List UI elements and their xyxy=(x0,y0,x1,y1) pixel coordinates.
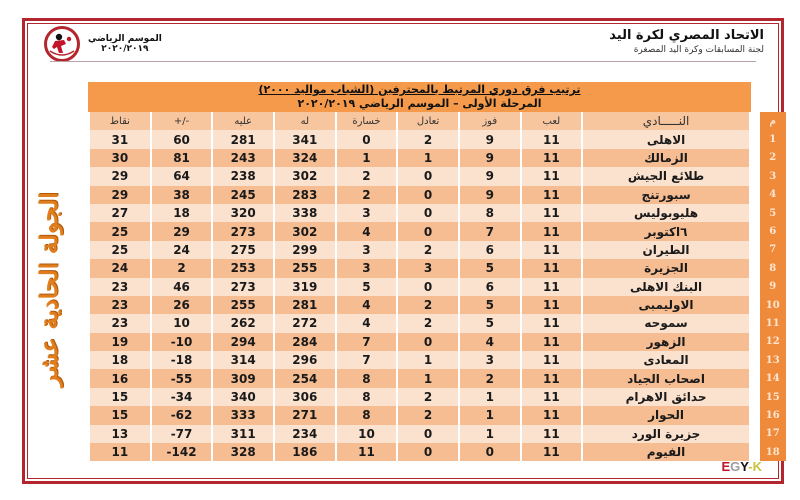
table-row xyxy=(90,443,786,461)
table-row xyxy=(90,333,786,351)
cell-drawn: 0 xyxy=(398,204,458,222)
cell-goal-diff: 2 xyxy=(152,259,212,277)
cell-drawn: 3 xyxy=(398,259,458,277)
watermark-g: G xyxy=(730,459,741,474)
watermark-y: Y xyxy=(740,459,749,474)
cell-goals-for: 186 xyxy=(275,443,335,461)
table-row xyxy=(90,241,786,259)
col-gap xyxy=(751,149,758,167)
cell-played: 11 xyxy=(522,443,582,461)
cell-won: 9 xyxy=(460,167,520,185)
watermark-e: E xyxy=(721,459,731,474)
cell-goal-diff: 24 xyxy=(152,241,212,259)
table-row xyxy=(90,425,786,443)
col-gap xyxy=(751,296,758,314)
cell-points: 23 xyxy=(90,296,150,314)
cell-goals-for: 271 xyxy=(275,406,335,424)
cell-goals-against: 328 xyxy=(213,443,273,461)
cell-played: 11 xyxy=(522,351,582,369)
cell-goals-against: 243 xyxy=(213,149,273,167)
watermark-dash: - xyxy=(748,459,753,474)
cell-points: 25 xyxy=(90,241,150,259)
cell-goals-against: 281 xyxy=(213,130,273,148)
cell-goal-diff: -18 xyxy=(152,351,212,369)
cell-goal-diff: 18 xyxy=(152,204,212,222)
table-row xyxy=(90,314,786,332)
standings-table xyxy=(88,112,788,461)
cell-goals-against: 273 xyxy=(213,278,273,296)
table-row xyxy=(90,167,786,185)
cell-drawn: 2 xyxy=(398,406,458,424)
cell-played: 11 xyxy=(522,167,582,185)
cell-lost: 4 xyxy=(337,222,397,240)
cell-goals-for: 255 xyxy=(275,259,335,277)
cell-played: 11 xyxy=(522,241,582,259)
cell-won: 4 xyxy=(460,333,520,351)
cell-club: الزهور xyxy=(583,333,749,351)
cell-rank: 3 xyxy=(760,167,787,185)
cell-rank: 2 xyxy=(760,149,787,167)
cell-points: 31 xyxy=(90,130,150,148)
cell-rank: 1 xyxy=(760,130,787,148)
cell-played: 11 xyxy=(522,149,582,167)
watermark-k: K xyxy=(752,459,762,474)
cell-goal-diff: -142 xyxy=(152,443,212,461)
cell-rank: 12 xyxy=(760,333,787,351)
col-gap xyxy=(751,112,758,130)
cell-goal-diff: 29 xyxy=(152,222,212,240)
cell-club: الاهلى xyxy=(583,130,749,148)
cell-points: 29 xyxy=(90,167,150,185)
cell-goal-diff: 81 xyxy=(152,149,212,167)
cell-played: 11 xyxy=(522,278,582,296)
table-row xyxy=(90,388,786,406)
cell-club: اصحاب الجياد xyxy=(583,369,749,387)
cell-goal-diff: -55 xyxy=(152,369,212,387)
cell-goals-against: 253 xyxy=(213,259,273,277)
cell-goals-against: 245 xyxy=(213,186,273,204)
cell-goals-against: 262 xyxy=(213,314,273,332)
col-header-lost: خسارة xyxy=(337,112,397,130)
table-row xyxy=(90,369,786,387)
col-header-won: فوز xyxy=(460,112,520,130)
col-header-goal-diff: +/- xyxy=(152,112,212,130)
cell-lost: 7 xyxy=(337,351,397,369)
cell-drawn: 2 xyxy=(398,296,458,314)
cell-played: 11 xyxy=(522,425,582,443)
cell-played: 11 xyxy=(522,296,582,314)
cell-won: 8 xyxy=(460,204,520,222)
cell-rank: 17 xyxy=(760,425,787,443)
cell-club: الحوار xyxy=(583,406,749,424)
col-gap xyxy=(751,130,758,148)
cell-goal-diff: -77 xyxy=(152,425,212,443)
cell-club: جزيرة الورد xyxy=(583,425,749,443)
season-header xyxy=(44,26,162,62)
cell-played: 11 xyxy=(522,369,582,387)
cell-lost: 7 xyxy=(337,333,397,351)
cell-goals-against: 311 xyxy=(213,425,273,443)
season-label: الموسم الرياضي xyxy=(88,34,162,44)
col-gap xyxy=(751,388,758,406)
cell-rank: 18 xyxy=(760,443,787,461)
egy-k-watermark xyxy=(722,459,763,474)
cell-drawn: 0 xyxy=(398,167,458,185)
cell-lost: 4 xyxy=(337,296,397,314)
cell-goals-against: 309 xyxy=(213,369,273,387)
cell-goals-against: 273 xyxy=(213,222,273,240)
cell-goals-for: 281 xyxy=(275,296,335,314)
cell-won: 5 xyxy=(460,296,520,314)
cell-drawn: 0 xyxy=(398,222,458,240)
cell-lost: 2 xyxy=(337,186,397,204)
cell-goals-against: 294 xyxy=(213,333,273,351)
col-gap xyxy=(751,204,758,222)
col-header-goals-against: عليه xyxy=(213,112,273,130)
col-gap xyxy=(751,425,758,443)
handball-logo-icon xyxy=(44,26,80,62)
cell-played: 11 xyxy=(522,130,582,148)
cell-points: 29 xyxy=(90,186,150,204)
cell-points: 25 xyxy=(90,222,150,240)
cell-played: 11 xyxy=(522,186,582,204)
cell-rank: 4 xyxy=(760,186,787,204)
committee-name: لجنة المسابقات وكرة اليد المصغرة xyxy=(633,45,764,55)
table-row xyxy=(90,406,786,424)
table-row xyxy=(90,149,786,167)
table-row xyxy=(90,186,786,204)
cell-points: 11 xyxy=(90,443,150,461)
cell-points: 19 xyxy=(90,333,150,351)
cell-drawn: 2 xyxy=(398,130,458,148)
cell-played: 11 xyxy=(522,259,582,277)
table-title-band xyxy=(88,82,751,112)
cell-won: 9 xyxy=(460,149,520,167)
cell-goals-for: 306 xyxy=(275,388,335,406)
cell-rank: 14 xyxy=(760,369,787,387)
cell-drawn: 1 xyxy=(398,149,458,167)
cell-lost: 4 xyxy=(337,314,397,332)
cell-goals-for: 324 xyxy=(275,149,335,167)
cell-points: 13 xyxy=(90,425,150,443)
cell-points: 23 xyxy=(90,278,150,296)
cell-won: 9 xyxy=(460,186,520,204)
cell-points: 16 xyxy=(90,369,150,387)
cell-rank: 10 xyxy=(760,296,787,314)
cell-goals-for: 296 xyxy=(275,351,335,369)
cell-club: البنك الاهلى xyxy=(583,278,749,296)
cell-points: 24 xyxy=(90,259,150,277)
cell-rank: 11 xyxy=(760,314,787,332)
cell-played: 11 xyxy=(522,204,582,222)
cell-goals-for: 254 xyxy=(275,369,335,387)
standings-body xyxy=(90,130,786,461)
cell-points: 15 xyxy=(90,406,150,424)
cell-lost: 3 xyxy=(337,241,397,259)
cell-goals-against: 238 xyxy=(213,167,273,185)
cell-lost: 1 xyxy=(337,149,397,167)
cell-goals-against: 275 xyxy=(213,241,273,259)
cell-goals-against: 255 xyxy=(213,296,273,314)
table-row xyxy=(90,351,786,369)
cell-rank: 8 xyxy=(760,259,787,277)
table-row xyxy=(90,278,786,296)
table-row xyxy=(90,296,786,314)
cell-rank: 7 xyxy=(760,241,787,259)
cell-rank: 16 xyxy=(760,406,787,424)
table-header-row xyxy=(90,112,786,130)
cell-club: الاوليمبى xyxy=(583,296,749,314)
cell-goals-for: 234 xyxy=(275,425,335,443)
cell-won: 5 xyxy=(460,259,520,277)
cell-club: المعادى xyxy=(583,351,749,369)
cell-drawn: 1 xyxy=(398,351,458,369)
table-row xyxy=(90,222,786,240)
cell-goals-for: 272 xyxy=(275,314,335,332)
cell-goal-diff: 26 xyxy=(152,296,212,314)
cell-won: 7 xyxy=(460,222,520,240)
cell-points: 27 xyxy=(90,204,150,222)
cell-goals-for: 283 xyxy=(275,186,335,204)
cell-goals-against: 314 xyxy=(213,351,273,369)
cell-club: سموحه xyxy=(583,314,749,332)
federation-header xyxy=(609,28,764,55)
col-gap xyxy=(751,314,758,332)
cell-club: حدائق الاهرام xyxy=(583,388,749,406)
cell-goal-diff: 46 xyxy=(152,278,212,296)
col-gap xyxy=(751,369,758,387)
cell-won: 0 xyxy=(460,443,520,461)
cell-drawn: 2 xyxy=(398,314,458,332)
cell-points: 18 xyxy=(90,351,150,369)
season-value: ٢٠٢٠/٢٠١٩ xyxy=(101,44,149,54)
col-gap xyxy=(751,406,758,424)
cell-drawn: 0 xyxy=(398,333,458,351)
cell-goals-for: 284 xyxy=(275,333,335,351)
col-gap xyxy=(751,351,758,369)
cell-goal-diff: -10 xyxy=(152,333,212,351)
col-gap xyxy=(751,167,758,185)
cell-won: 6 xyxy=(460,241,520,259)
cell-lost: 8 xyxy=(337,388,397,406)
table-subtitle: المرحلة الأولى – الموسم الرياضي ٢٠٢٠/٢٠١٩ xyxy=(297,97,542,110)
cell-won: 9 xyxy=(460,130,520,148)
cell-played: 11 xyxy=(522,314,582,332)
cell-goals-for: 319 xyxy=(275,278,335,296)
cell-club: الزمالك xyxy=(583,149,749,167)
cell-drawn: 0 xyxy=(398,186,458,204)
cell-lost: 10 xyxy=(337,425,397,443)
cell-lost: 0 xyxy=(337,130,397,148)
cell-goals-for: 341 xyxy=(275,130,335,148)
cell-drawn: 1 xyxy=(398,369,458,387)
col-header-rank: م xyxy=(760,112,787,130)
col-header-played: لعب xyxy=(522,112,582,130)
cell-club: ٦اكتوبر xyxy=(583,222,749,240)
cell-lost: 5 xyxy=(337,278,397,296)
cell-goals-against: 340 xyxy=(213,388,273,406)
col-header-club: النـــــادي xyxy=(583,112,749,130)
table-title: ترتيب فرق دوري المرتبط بالمحترفين (الشباب مواليد ٢٠٠٠) xyxy=(258,83,581,96)
col-header-points: نقاط xyxy=(90,112,150,130)
cell-rank: 5 xyxy=(760,204,787,222)
federation-name: الاتحاد المصري لكرة اليد xyxy=(609,28,764,43)
cell-points: 15 xyxy=(90,388,150,406)
cell-won: 1 xyxy=(460,388,520,406)
col-gap xyxy=(751,222,758,240)
cell-won: 1 xyxy=(460,425,520,443)
cell-club: طلائع الجيش xyxy=(583,167,749,185)
col-gap xyxy=(751,278,758,296)
cell-club: الطيران xyxy=(583,241,749,259)
col-gap xyxy=(751,259,758,277)
cell-won: 2 xyxy=(460,369,520,387)
cell-goals-against: 320 xyxy=(213,204,273,222)
cell-played: 11 xyxy=(522,388,582,406)
cell-lost: 2 xyxy=(337,167,397,185)
cell-goal-diff: 60 xyxy=(152,130,212,148)
cell-goal-diff: -34 xyxy=(152,388,212,406)
cell-rank: 9 xyxy=(760,278,787,296)
cell-goals-against: 333 xyxy=(213,406,273,424)
cell-goals-for: 302 xyxy=(275,222,335,240)
cell-rank: 6 xyxy=(760,222,787,240)
cell-drawn: 0 xyxy=(398,425,458,443)
cell-lost: 8 xyxy=(337,369,397,387)
table-row xyxy=(90,204,786,222)
season-info xyxy=(88,34,162,54)
cell-won: 6 xyxy=(460,278,520,296)
cell-lost: 3 xyxy=(337,204,397,222)
cell-goals-for: 338 xyxy=(275,204,335,222)
cell-lost: 8 xyxy=(337,406,397,424)
cell-club: الجزيرة xyxy=(583,259,749,277)
cell-drawn: 0 xyxy=(398,443,458,461)
col-gap xyxy=(751,186,758,204)
header-divider xyxy=(50,61,756,62)
cell-rank: 13 xyxy=(760,351,787,369)
cell-played: 11 xyxy=(522,222,582,240)
table-row xyxy=(90,130,786,148)
cell-goal-diff: 10 xyxy=(152,314,212,332)
cell-drawn: 0 xyxy=(398,278,458,296)
col-gap xyxy=(751,333,758,351)
cell-goals-for: 299 xyxy=(275,241,335,259)
cell-points: 23 xyxy=(90,314,150,332)
cell-won: 1 xyxy=(460,406,520,424)
round-label: الجولة الحادية عشر xyxy=(34,192,63,388)
cell-club: سبورتنج xyxy=(583,186,749,204)
cell-won: 5 xyxy=(460,314,520,332)
cell-played: 11 xyxy=(522,406,582,424)
cell-rank: 15 xyxy=(760,388,787,406)
cell-goal-diff: 38 xyxy=(152,186,212,204)
cell-goals-for: 302 xyxy=(275,167,335,185)
col-header-drawn: تعادل xyxy=(398,112,458,130)
cell-drawn: 2 xyxy=(398,388,458,406)
cell-goal-diff: -62 xyxy=(152,406,212,424)
cell-won: 3 xyxy=(460,351,520,369)
col-gap xyxy=(751,241,758,259)
cell-club: الفيوم xyxy=(583,443,749,461)
cell-goal-diff: 64 xyxy=(152,167,212,185)
cell-played: 11 xyxy=(522,333,582,351)
table-row xyxy=(90,259,786,277)
cell-lost: 11 xyxy=(337,443,397,461)
cell-drawn: 2 xyxy=(398,241,458,259)
cell-lost: 3 xyxy=(337,259,397,277)
cell-points: 30 xyxy=(90,149,150,167)
cell-club: هليوبوليس xyxy=(583,204,749,222)
col-header-goals-for: له xyxy=(275,112,335,130)
